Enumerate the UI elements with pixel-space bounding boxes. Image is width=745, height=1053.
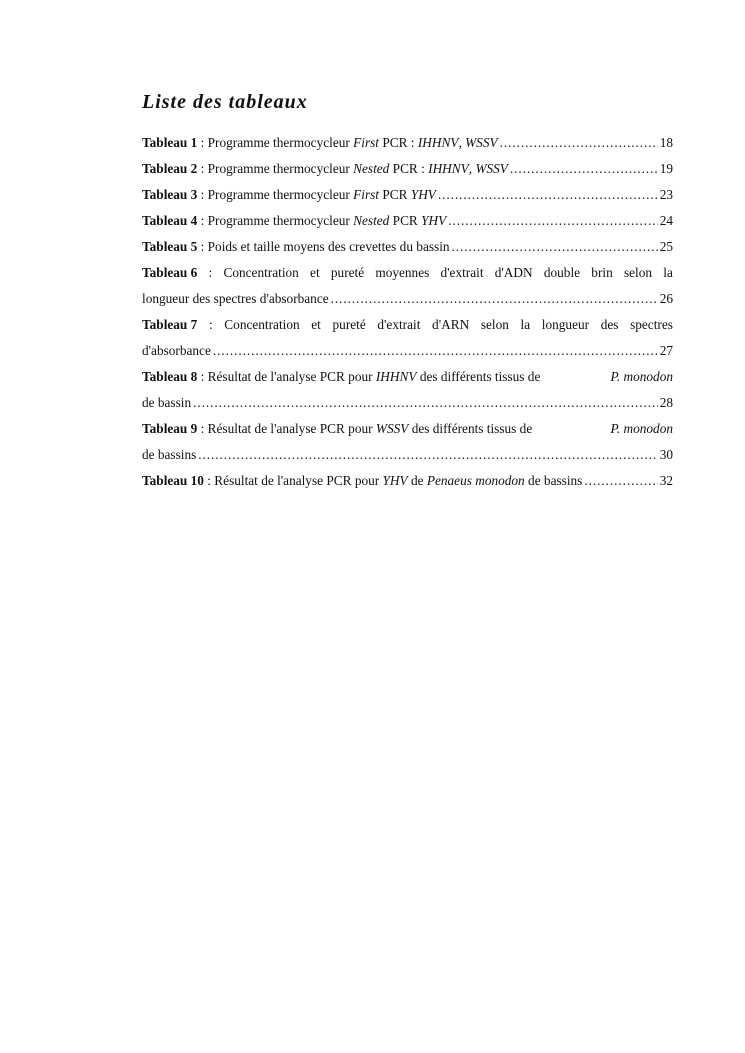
- dot-leader: [500, 130, 658, 156]
- dot-leader: [452, 234, 658, 260]
- entry-line-1: [142, 260, 673, 286]
- entry-text: [142, 182, 436, 208]
- text-part: PCR: [379, 187, 411, 202]
- word: la: [520, 317, 531, 332]
- entry-label: Tableau 8: [142, 369, 198, 384]
- text-italic: WSSV: [465, 135, 498, 150]
- entry-line-1: [142, 364, 673, 390]
- word: selon: [623, 265, 653, 280]
- species-name: Penaeus monodon: [426, 473, 525, 488]
- list-item-tableau-6[interactable]: [142, 260, 673, 312]
- entry-line-1: [142, 312, 673, 338]
- entry-label: Tableau 5: [142, 239, 198, 254]
- list-item-tableau-4[interactable]: [142, 208, 673, 234]
- word: brin: [591, 265, 613, 280]
- text-part: Programme thermocycleur: [207, 187, 354, 202]
- list-item-tableau-9[interactable]: [142, 416, 673, 468]
- text-italic: WSSV: [375, 421, 409, 436]
- list-item-tableau-2[interactable]: [142, 156, 673, 182]
- word: double: [543, 265, 581, 280]
- separator: :: [197, 239, 208, 254]
- entry-text: [142, 416, 536, 442]
- list-item-tableau-5[interactable]: [142, 234, 673, 260]
- word: d'ARN: [432, 317, 470, 332]
- entry-text: longueur des spectres d'absorbance: [142, 291, 329, 306]
- text-part: Résultat de l'analyse PCR pour: [214, 473, 383, 488]
- dot-leader: [213, 338, 658, 364]
- separator: :: [197, 187, 208, 202]
- text-part: ,: [468, 161, 476, 176]
- list-item-tableau-7[interactable]: [142, 312, 673, 364]
- entry-text: [142, 130, 498, 156]
- page-number: 32: [659, 473, 673, 488]
- entry-label: Tableau 7: [142, 317, 198, 332]
- text-part: de: [407, 473, 427, 488]
- table-list: [142, 130, 673, 494]
- word: d'ADN: [494, 265, 533, 280]
- dot-leader: [438, 182, 658, 208]
- page-number: 27: [659, 343, 673, 358]
- dot-leader: [510, 156, 658, 182]
- text-part: : Résultat de l'analyse PCR pour: [197, 421, 376, 436]
- entry-text: [142, 364, 544, 390]
- entry-text: de bassin: [142, 395, 192, 410]
- page-number: 26: [659, 291, 673, 306]
- word: d'extrait: [440, 265, 484, 280]
- species-name: P. monodon: [610, 369, 673, 384]
- word: Concentration: [224, 317, 300, 332]
- word: :: [208, 265, 213, 280]
- entry-line-2: [142, 390, 673, 416]
- word: selon: [480, 317, 509, 332]
- word: pureté: [330, 265, 365, 280]
- text-italic: First: [353, 135, 380, 150]
- dot-leader: [198, 442, 657, 468]
- word: Concentration: [223, 265, 299, 280]
- separator: :: [197, 135, 208, 150]
- list-item-tableau-10[interactable]: [142, 468, 673, 494]
- text-part: Programme thermocycleur: [207, 135, 354, 150]
- word: moyennes: [375, 265, 430, 280]
- text-part: Programme thermocycleur: [207, 213, 354, 228]
- word: et: [310, 265, 320, 280]
- text-italic: Nested: [353, 161, 390, 176]
- entry-label: Tableau 1: [142, 135, 198, 150]
- text-italic: IHHNV: [417, 135, 459, 150]
- page-number: 25: [659, 239, 673, 254]
- entry-text: de bassins: [142, 447, 197, 462]
- entry-line-2: [142, 338, 673, 364]
- entry-text: d'absorbance: [142, 343, 211, 358]
- entry-label: Tableau 4: [142, 213, 198, 228]
- text-part: PCR :: [389, 161, 429, 176]
- text-part: de bassins: [524, 473, 583, 488]
- text-part: des différents tissus de: [408, 421, 536, 436]
- text-part: Poids et taille moyens des crevettes du bassin: [207, 239, 450, 254]
- word: et: [311, 317, 321, 332]
- dot-leader: [448, 208, 657, 234]
- text-part: Programme thermocycleur: [207, 161, 354, 176]
- text-part: des différents tissus de: [416, 369, 544, 384]
- page-number: 28: [659, 395, 673, 410]
- dot-leader: [331, 286, 658, 312]
- separator: :: [197, 161, 208, 176]
- text-italic: YHV: [421, 213, 447, 228]
- page-number: 18: [659, 135, 673, 150]
- word: longueur: [541, 317, 590, 332]
- text-italic: Nested: [353, 213, 390, 228]
- text-italic: IHHNV: [375, 369, 417, 384]
- entry-text: [142, 208, 446, 234]
- text-italic: IHHNV: [428, 161, 469, 176]
- word: des: [600, 317, 619, 332]
- list-title: Liste des tableaux: [142, 91, 308, 113]
- dot-leader: [584, 468, 657, 494]
- entry-line-2: [142, 442, 673, 468]
- entry-label: Tableau 6: [142, 265, 198, 280]
- word: :: [208, 317, 213, 332]
- list-item-tableau-8[interactable]: [142, 364, 673, 416]
- page-number: 23: [659, 187, 673, 202]
- entry-text: [142, 156, 508, 182]
- document-page: [142, 88, 673, 494]
- separator: :: [197, 213, 208, 228]
- word: spectres: [630, 317, 673, 332]
- text-italic: First: [353, 187, 380, 202]
- entry-label: Tableau 9: [142, 421, 198, 436]
- text-italic: WSSV: [475, 161, 508, 176]
- entry-label: Tableau 2: [142, 161, 198, 176]
- entry-label: Tableau 10: [142, 473, 204, 488]
- text-italic: YHV: [410, 187, 436, 202]
- text-part: : Résultat de l'analyse PCR pour: [197, 369, 376, 384]
- list-item-tableau-1[interactable]: [142, 130, 673, 156]
- entry-text: [142, 234, 450, 260]
- word: la: [663, 265, 673, 280]
- entry-line-1: [142, 416, 673, 442]
- entry-line-2: [142, 286, 673, 312]
- entry-text: [142, 468, 582, 494]
- text-italic: YHV: [382, 473, 408, 488]
- text-part: PCR :: [379, 135, 418, 150]
- text-part: ,: [458, 135, 466, 150]
- entry-label: Tableau 3: [142, 187, 198, 202]
- text-part: PCR: [389, 213, 422, 228]
- dot-leader: [193, 390, 658, 416]
- list-item-tableau-3[interactable]: [142, 182, 673, 208]
- word: d'extrait: [377, 317, 421, 332]
- page-number: 30: [659, 447, 673, 462]
- species-name: P. monodon: [610, 421, 673, 436]
- page-number: 24: [659, 213, 673, 228]
- word: pureté: [332, 317, 366, 332]
- page-number: 19: [659, 161, 673, 176]
- separator: :: [203, 473, 215, 488]
